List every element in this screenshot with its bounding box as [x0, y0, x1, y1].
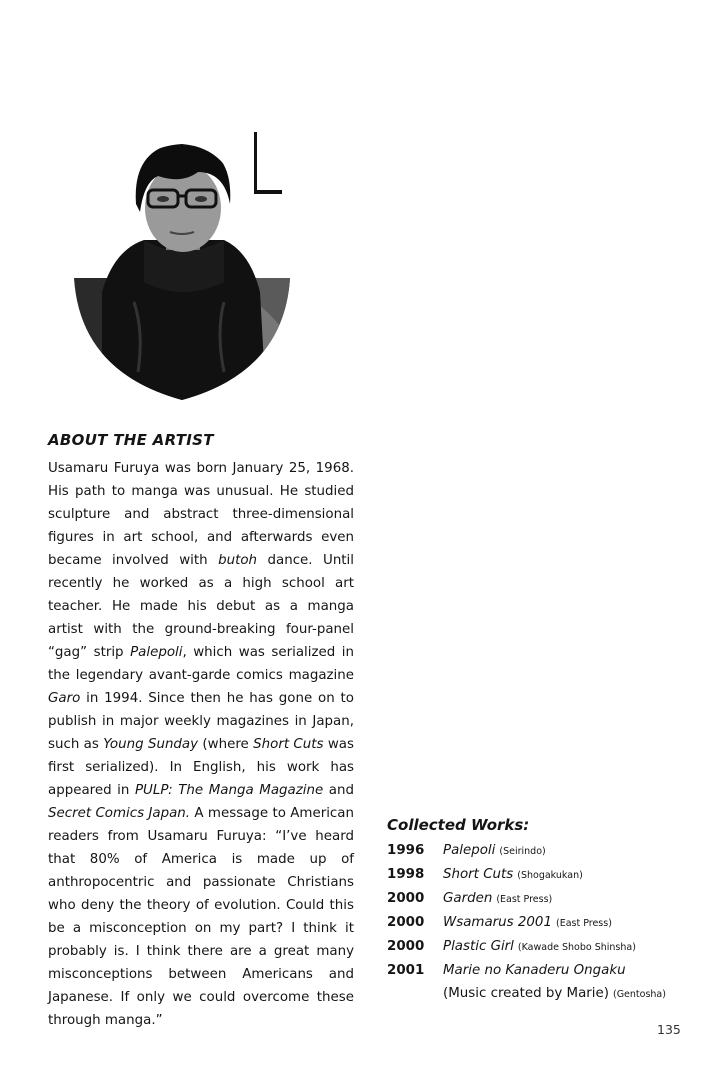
- work-item: [387, 887, 707, 911]
- work-title: Palepoli: [443, 843, 496, 858]
- work-publisher: (Seirindo): [499, 846, 546, 857]
- work-year: 1996: [387, 843, 425, 858]
- work-publisher: (Gentosha): [612, 989, 666, 1000]
- work-item: [387, 839, 707, 863]
- work-title: Garden: [443, 891, 493, 906]
- work-title: Plastic Girl: [443, 939, 514, 954]
- work-item: [387, 959, 707, 1006]
- work-publisher: (Kawade Shobo Shinsha): [517, 942, 636, 953]
- page-number: 135: [657, 1022, 681, 1037]
- work-year: 2000: [387, 939, 425, 954]
- work-item: [387, 863, 707, 887]
- work-year: 2000: [387, 891, 425, 906]
- works-heading: Collected Works:: [387, 816, 530, 834]
- work-title: Marie no Kanaderu Ongaku: [443, 963, 626, 978]
- work-publisher: (Shogakukan): [517, 870, 583, 881]
- work-item: [387, 911, 707, 935]
- work-item: [387, 935, 707, 959]
- about-text: Usamaru Furuya was born January 25, 1968. His path to manga was unusual. He studied sculpture and abstract three-dimensional figures in art school, and afterwards even became involved with butoh dance. Until recently he worked as a high school art teacher. He made his debut as a manga artist with the ground-breaking four-panel “gag” strip Palepoli, which was serialized in the legendary avant-garde comics magazine Garo in 1994. Since then he has gone on to publish in major weekly magazines in Japan, such as Young Sunday (where Short Cuts was first serialized). In English, his work has appeared in PULP: The Manga Magazine and Secret Comics Japan. A message to American readers from Usamaru Furuya: “I’ve heard that 80% of America is made up of anthropocentric and passionate Christians who deny the theory of evolution. Could this be a misconception on my part? I think it probably is. I think there are a great many misconceptions between Americans and Japanese. If only we could overcome these through manga.”: [48, 461, 354, 1028]
- work-publisher: (East Press): [555, 918, 612, 929]
- work-year: 2001: [387, 963, 425, 978]
- work-year: 2000: [387, 915, 425, 930]
- collected-works-section: [387, 815, 707, 1006]
- about-the-artist-section: [48, 430, 354, 1032]
- work-title: Short Cuts: [443, 867, 514, 882]
- about-heading: ABOUT THE ARTIST: [48, 431, 214, 449]
- work-subtitle: (Music created by Marie): [443, 986, 609, 1001]
- artist-portrait: [74, 132, 290, 400]
- work-title: Wsamarus 2001: [443, 915, 552, 930]
- work-year: 1998: [387, 867, 425, 882]
- work-publisher: (East Press): [496, 894, 553, 905]
